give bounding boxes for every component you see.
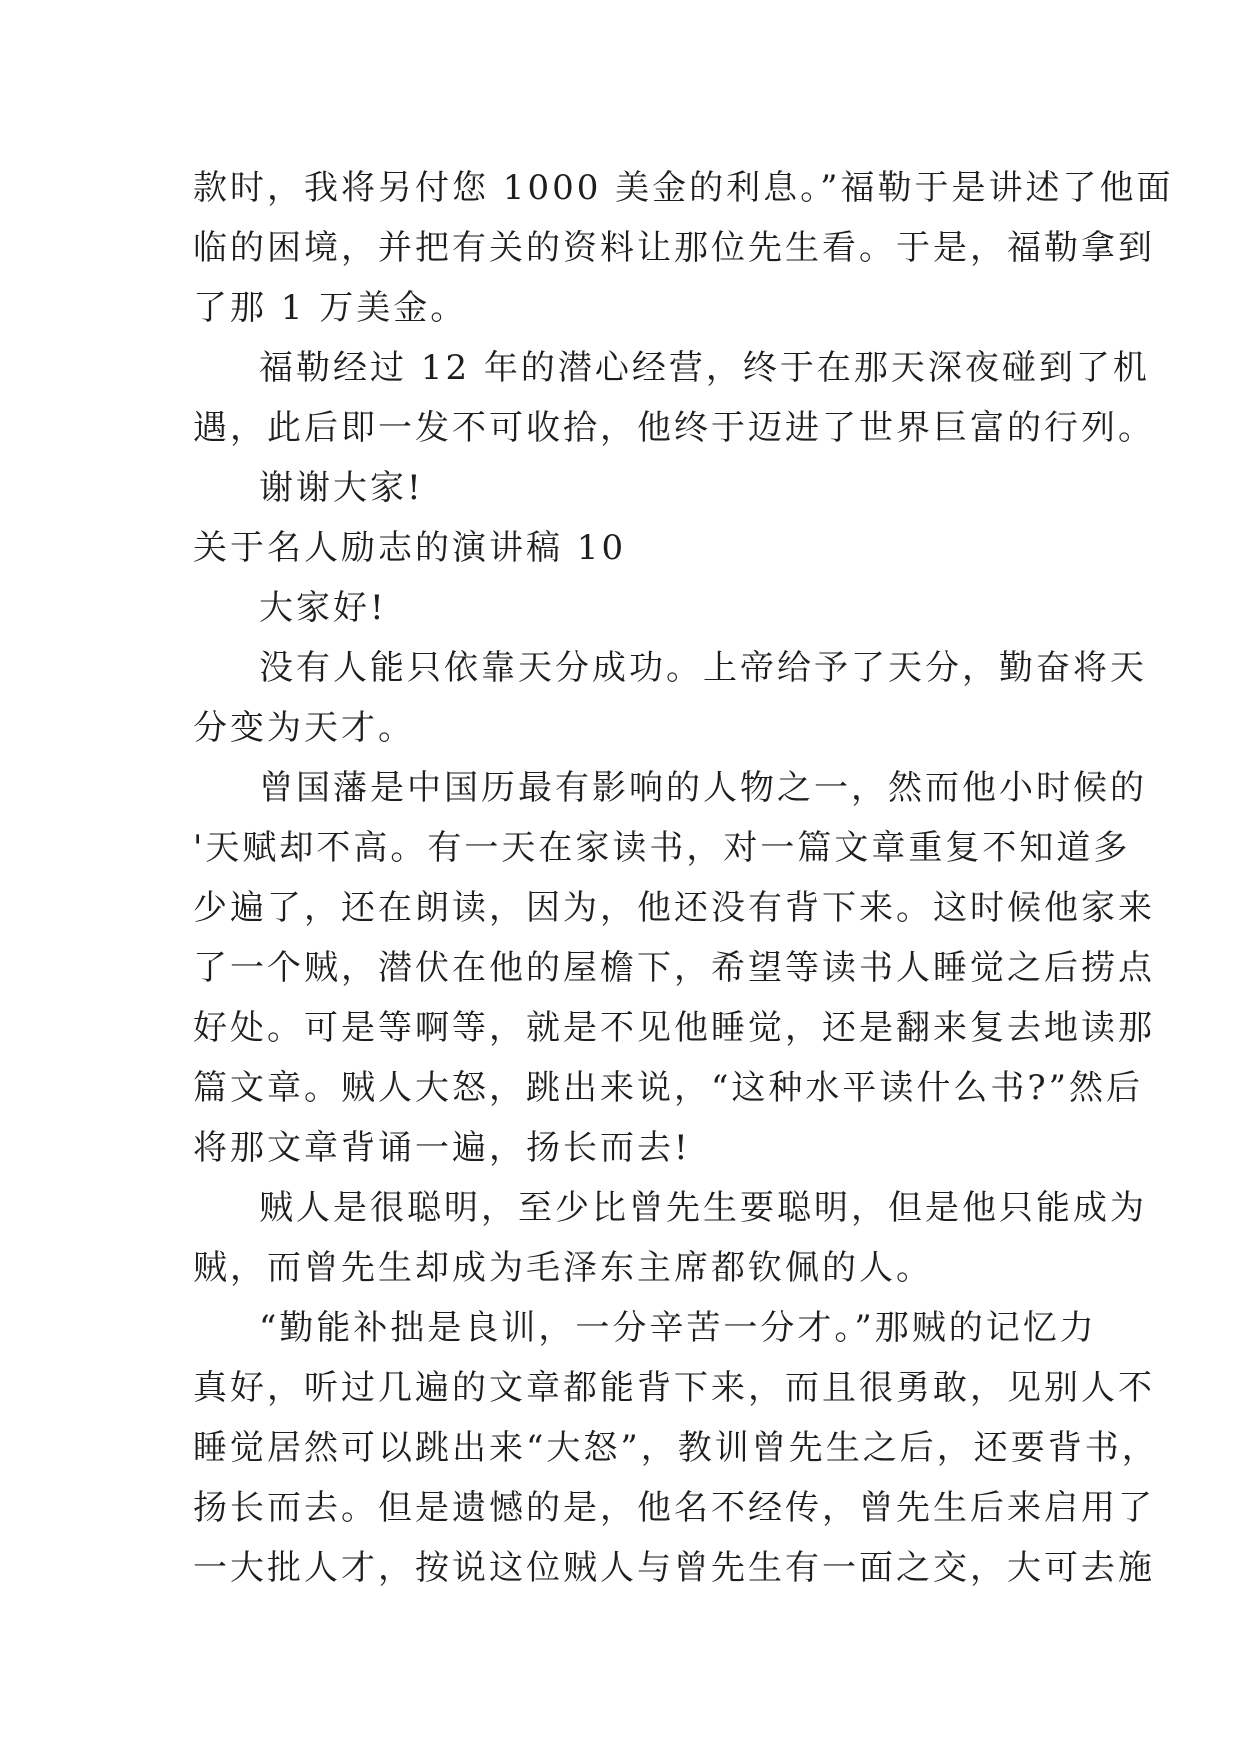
paragraph-start: 贼人是很聪明，至少比曾先生要聪明，但是他只能成为: [259, 1188, 1147, 1228]
text-line: 睡觉居然可以跳出来“大怒”，教训曾先生之后，还要背书，: [193, 1428, 1159, 1468]
text-line: 临的困境，并把有关的资料让那位先生看。于是，福勒拿到: [193, 228, 1155, 268]
document-body: [193, 158, 1174, 1598]
text-line: 了一个贼，潜伏在他的屋檐下，希望等读书人睡觉之后捞点: [193, 948, 1155, 988]
paragraph-start: 福勒经过 12 年的潜心经营，终于在那天深夜碰到了机: [259, 348, 1150, 388]
greeting-line: 大家好!: [259, 588, 387, 628]
text-line: 真好，听过几遍的文章都能背下来，而且很勇敢，见别人不: [193, 1368, 1155, 1408]
text-line: 将那文章背诵一遍，扬长而去!: [193, 1128, 691, 1168]
text-line: 一大批人才，按说这位贼人与曾先生有一面之交，大可去施: [193, 1548, 1155, 1588]
text-line: 贼，而曾先生却成为毛泽东主席都钦佩的人。: [193, 1248, 933, 1288]
closing-line: 谢谢大家!: [259, 468, 424, 508]
text-line: 扬长而去。但是遗憾的是，他名不经传，曾先生后来启用了: [193, 1488, 1155, 1528]
text-line: 分变为天才。: [193, 708, 415, 748]
section-heading: 关于名人励志的演讲稿 10: [193, 528, 627, 568]
text-line: 篇文章。贼人大怒，跳出来说，“这种水平读什么书?”然后: [193, 1068, 1143, 1108]
text-line: 少遍了，还在朗读，因为，他还没有背下来。这时候他家来: [193, 888, 1155, 928]
text-line: '天赋却不高。有一天在家读书，对一篇文章重复不知道多: [193, 828, 1131, 868]
paragraph-start: “勤能补拙是良训，一分辛苦一分才。”那贼的记忆力: [259, 1308, 1097, 1348]
paragraph-start: 没有人能只依靠天分成功。上帝给予了天分，勤奋将天: [259, 648, 1147, 688]
text-line: 了那 1 万美金。: [193, 288, 468, 328]
text-line: 款时，我将另付您 1000 美金的利息。”福勒于是讲述了他面: [193, 168, 1174, 208]
text-line: 好处。可是等啊等，就是不见他睡觉，还是翻来复去地读那: [193, 1008, 1155, 1048]
text-line: 遇，此后即一发不可收拾，他终于迈进了世界巨富的行列。: [193, 408, 1155, 448]
paragraph-start: 曾国藩是中国历最有影响的人物之一，然而他小时候的: [259, 768, 1147, 808]
